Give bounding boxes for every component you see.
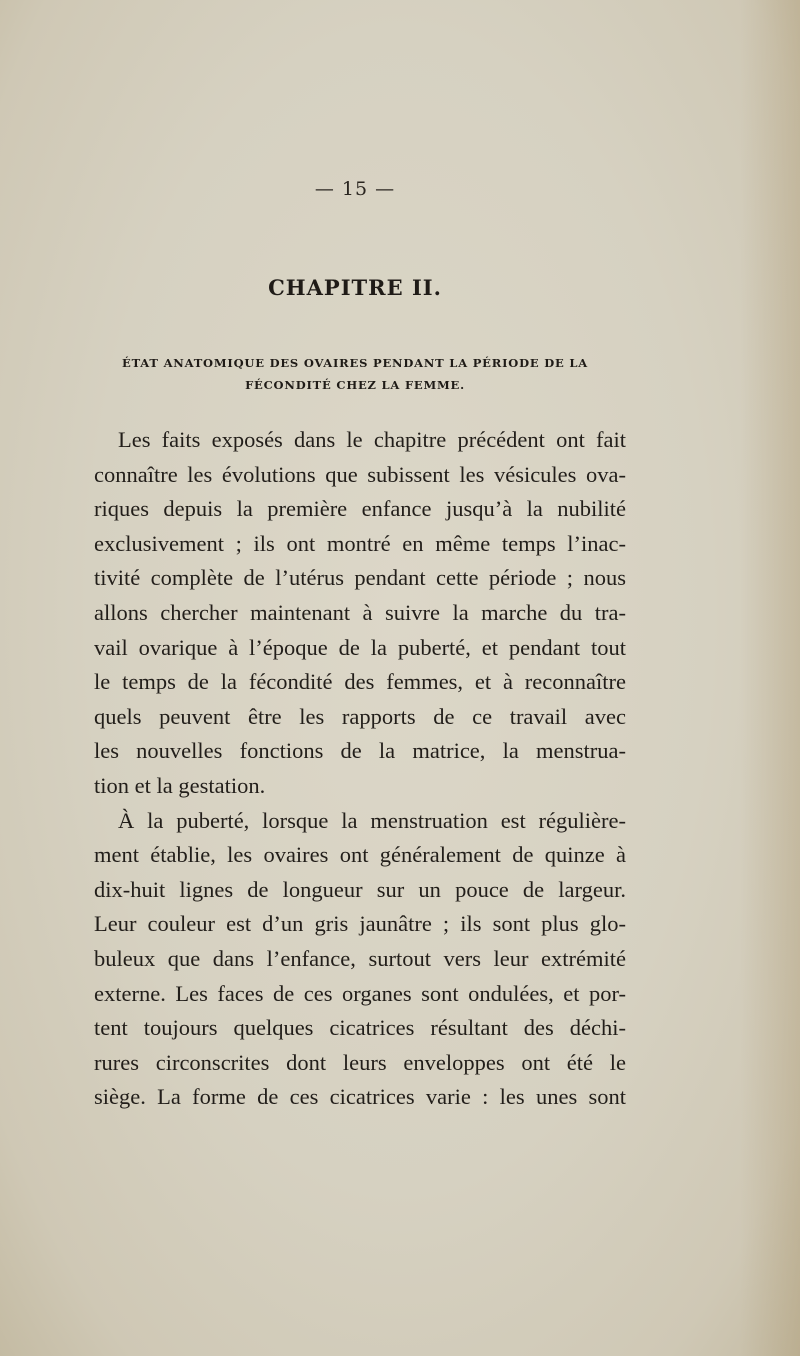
chapter-title: CHAPITRE II. bbox=[268, 275, 442, 300]
text-line: rures circonscrites dont leurs enveloppes ont été le bbox=[94, 1049, 626, 1075]
text-line: siège. La forme de ces cicatrices varie : les unes sont bbox=[94, 1084, 626, 1110]
text-line: vail ovarique à l’époque de la puberté, et pendant tout bbox=[94, 634, 626, 660]
page-number: — 15 — bbox=[314, 178, 396, 200]
text-line: tivité complète de l’utérus pendant cette période ; nous bbox=[94, 565, 626, 591]
section-heading-line-1: ÉTAT ANATOMIQUE DES OVAIRES PENDANT LA PÉRIODE DE LA bbox=[122, 356, 588, 370]
text-line: les nouvelles fonctions de la matrice, la menstrua- bbox=[94, 738, 626, 764]
body-text bbox=[94, 423, 626, 1115]
paragraph-1 bbox=[94, 423, 626, 804]
text-line: externe. Les faces de ces organes sont ondulées, et por- bbox=[94, 980, 626, 1006]
text-line: quels peuvent être les rapports de ce travail avec bbox=[94, 703, 626, 729]
text-line: le temps de la fécondité des femmes, et à reconnaître bbox=[94, 669, 626, 695]
text-line: Les faits exposés dans le chapitre précédent ont fait bbox=[118, 427, 626, 452]
text-line: allons chercher maintenant à suivre la marche du tra- bbox=[94, 599, 626, 625]
text-line: riques depuis la première enfance jusqu’à la nubilité bbox=[94, 496, 626, 522]
paragraph-2 bbox=[94, 804, 626, 1115]
text-line: tent toujours quelques cicatrices résultant des déchi- bbox=[94, 1015, 626, 1041]
text-line: ment établie, les ovaires ont généralement de quinze à bbox=[94, 842, 626, 868]
text-line: buleux que dans l’enfance, surtout vers leur extrémité bbox=[94, 945, 626, 971]
section-heading bbox=[100, 352, 610, 396]
text-line: Leur couleur est d’un gris jaunâtre ; ils sont plus glo- bbox=[94, 911, 626, 937]
text-line: exclusivement ; ils ont montré en même temps l’inac- bbox=[94, 530, 626, 556]
page-edge-shadow bbox=[740, 0, 800, 1356]
text-line: connaître les évolutions que subissent les vésicules ova- bbox=[94, 461, 626, 487]
section-heading-line-2: FÉCONDITÉ CHEZ LA FEMME. bbox=[245, 378, 465, 392]
text-line: dix-huit lignes de longueur sur un pouce de largeur. bbox=[94, 876, 626, 902]
text-line: À la puberté, lorsque la menstruation est régulière- bbox=[118, 807, 626, 833]
text-line: tion et la gestation. bbox=[94, 772, 266, 798]
